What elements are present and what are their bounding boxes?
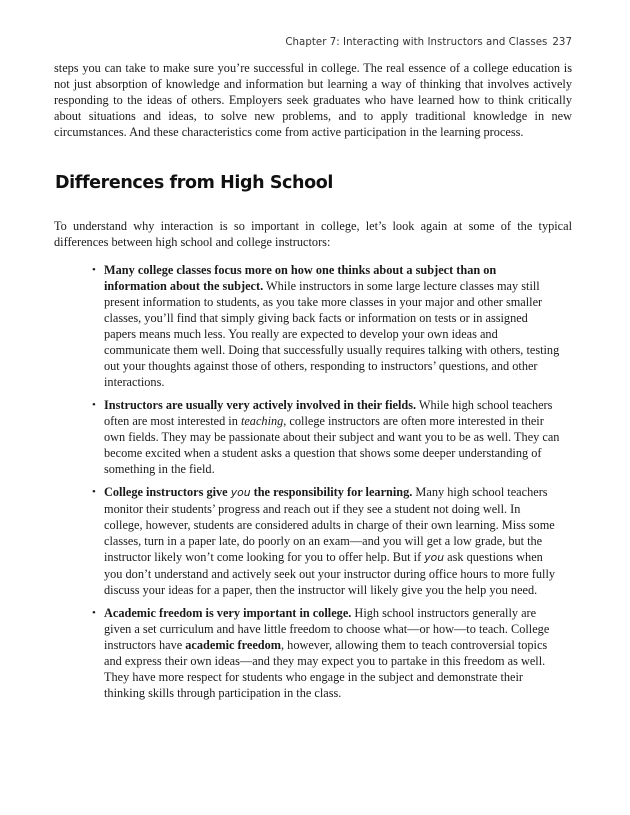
bullet-lead: Instructors are usually very actively involved in their fields. — [104, 398, 417, 412]
bullet-text: High school instructors generally are given a set curriculum and have little freedom to choose what—or how—to teach. College instructors have — [104, 606, 550, 652]
bullet-text: , college instructors are often more interested in their own fields. They may be passionate about their subject and want you to be as well. They can become excited when a student asks a question that shows some deeper understanding of something in the field. — [104, 414, 560, 476]
bullet-icon: • — [92, 264, 96, 276]
bullet-lead — [104, 485, 412, 499]
bullet-lead: Academic freedom is very important in college. — [104, 606, 352, 620]
differences-list — [54, 262, 572, 701]
page-body — [54, 60, 572, 708]
list-item — [92, 262, 572, 390]
bullet-text: While high school teachers often are most interested in — [104, 398, 553, 428]
list-item — [92, 397, 572, 477]
section-intro: To understand why interaction is so important in college, let’s look again at some of the typical differences between high school and college instructors: — [54, 219, 572, 249]
page-number: 237 — [552, 37, 572, 48]
emphasis: teaching — [240, 414, 284, 428]
bullet-lead: Many college classes focus more on how one thinks about a subject than on information about the subject. — [104, 263, 497, 293]
opening-paragraph: steps you can take to make sure you’re successful in college. The real essence of a college education is not just absorption of knowledge and information but learning a way of thinking that involves actively responding to the ideas of others. Employers seek graduates who have learned how to think critically about situations and ideas, to solve new problems, and to apply traditional knowledge in new circumstances. And these characteristics come from active participation in the learning process. — [54, 61, 572, 139]
key-term: academic freedom — [185, 638, 282, 652]
bullet-icon: • — [92, 607, 96, 619]
section-heading: Differences from High School — [55, 173, 333, 193]
bullet-lead-part: College instructors give — [104, 485, 231, 499]
bullet-icon: • — [92, 399, 96, 411]
bullet-icon: • — [92, 486, 96, 498]
emphasis: you — [424, 551, 445, 564]
list-item — [92, 484, 572, 598]
bullet-text: While instructors in some large lecture classes may still present information to students, as you take more classes in your major and other smaller classes, you’ll find that simply giving back facts or information on tests or in assigned papers means much less. You really are expected to develop your own ideas and communicate them well. Doing that successfully usually requires talking with others, testing out your thoughts against those of others, responding to instructors’ questions, and other interactions. — [104, 279, 560, 389]
running-header — [285, 37, 572, 48]
bullet-text: , however, allowing them to teach controversial topics and express their own ideas—and they may expect you to partake in this freedom as well. They have more respect for students who engage in the subject and demonstrate their thinking skills through participation in the class. — [104, 638, 548, 700]
list-item — [92, 605, 572, 701]
bullet-text: Many high school teachers monitor their students’ progress and reach out if they see a student not doing well. In college, however, students are considered adults in charge of their own learning. Miss some classes, turn in a paper late, do poorly on an exam—and you will get a low grade, but the instructor likely won’t come looking for you to offer help. But if — [104, 485, 555, 564]
chapter-title: Chapter 7: Interacting with Instructors and Classes — [285, 37, 548, 48]
emphasis: you — [230, 486, 251, 499]
bullet-lead-part: the responsibility for learning. — [250, 485, 413, 499]
bullet-text: ask questions when you don’t understand and actively seek out your instructor during office hours to more fully discuss your ideas for a paper, then the instructor will likely give you the help you need. — [104, 550, 556, 597]
